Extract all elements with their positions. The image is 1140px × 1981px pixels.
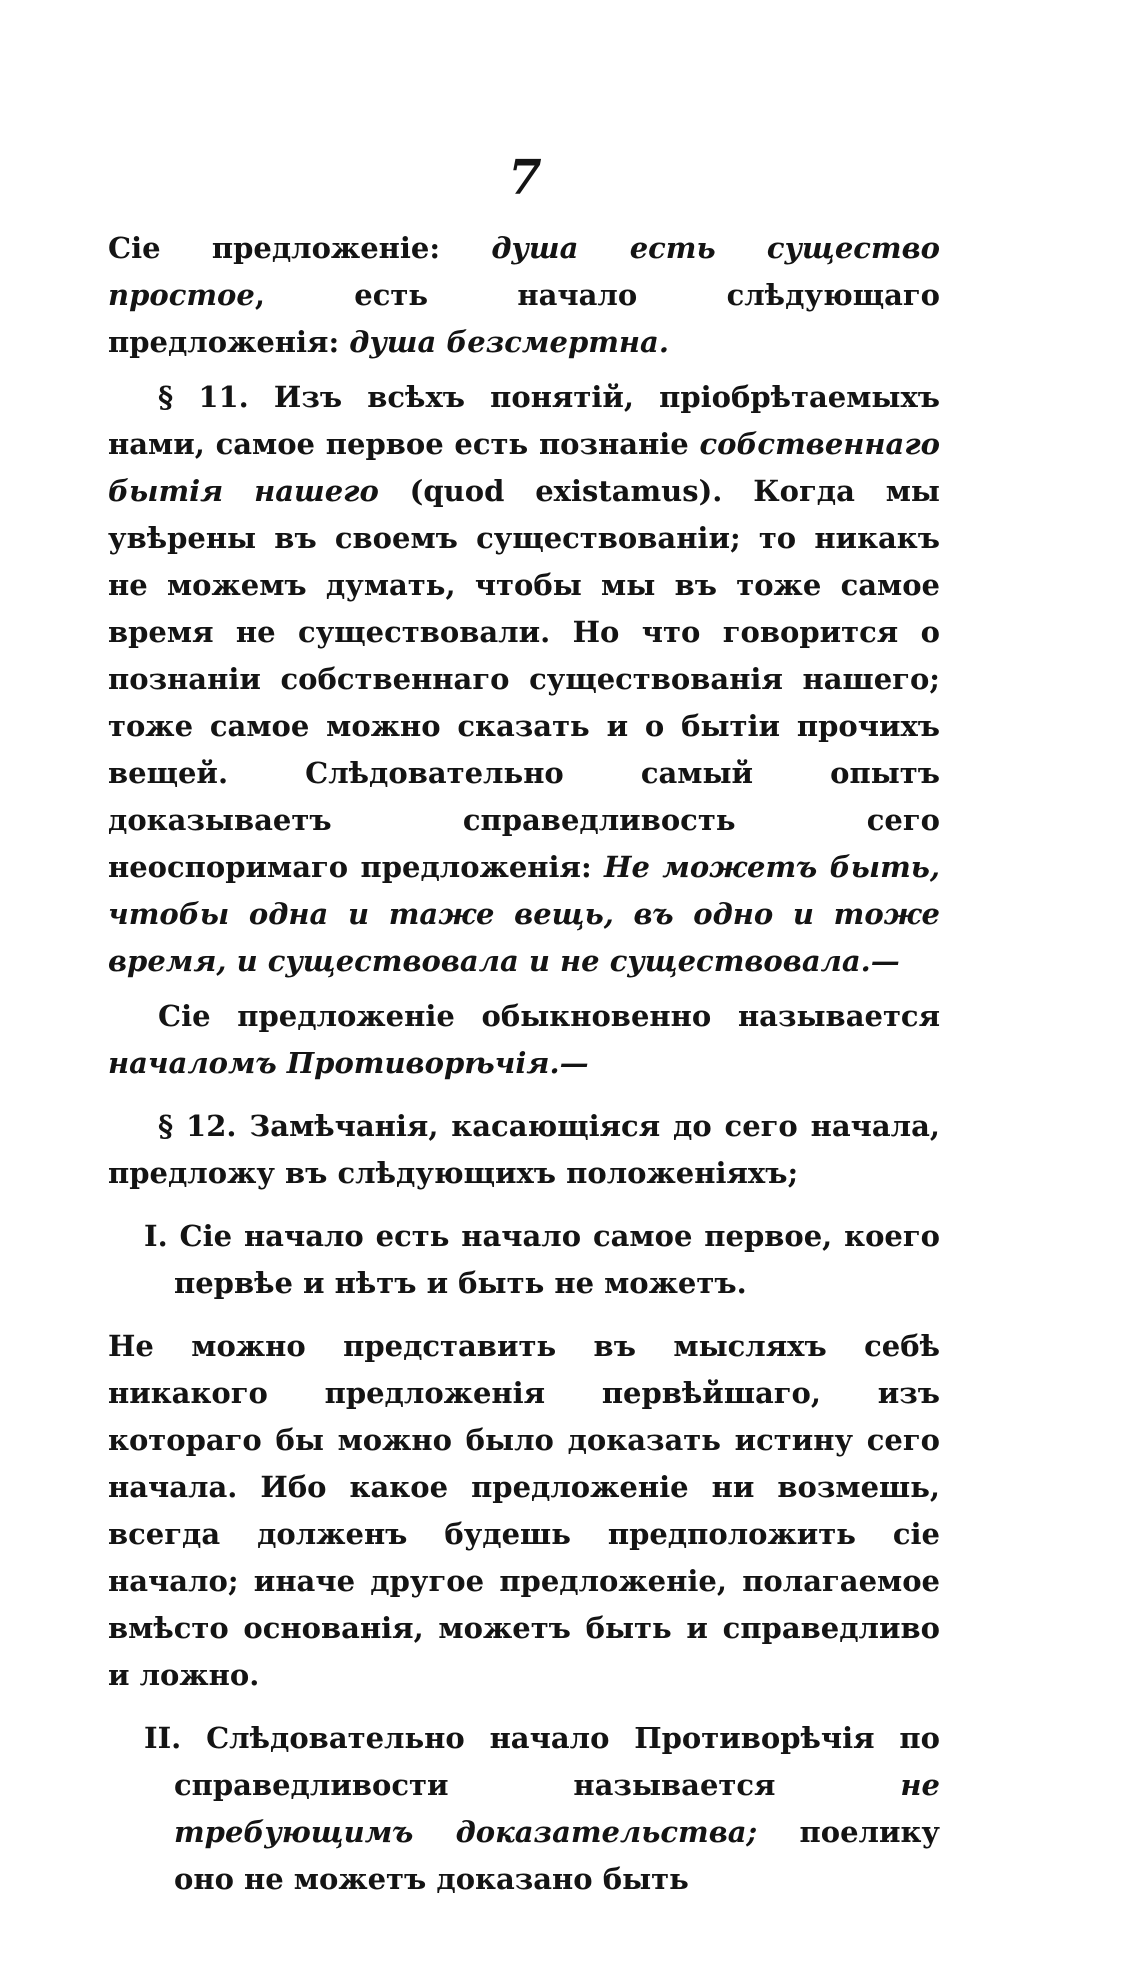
italic-run: началомъ Противорѣчія.— [108, 1046, 589, 1080]
text-run: Сіе предложеніе: [108, 231, 492, 265]
paragraph-point-1 [108, 1213, 940, 1307]
italic-run: Не можетъ быть, чтобы одна и таже вещь, въ одно и тоже время, и существовала и не существовала.— [108, 850, 940, 978]
paragraph-point-2 [108, 1715, 940, 1903]
italic-run: собственнаго бытія нашего [108, 427, 940, 508]
text-run: II. Слѣдовательно начало Противорѣчія по справедливости называется [144, 1721, 940, 1802]
text-run: Сіе предложеніе обыкновенно называется [158, 999, 940, 1033]
text-run: поелику оно не можетъ доказано быть [174, 1815, 940, 1896]
text-run: , есть начало слѣдующаго предложенія: [108, 278, 940, 359]
paragraph-intro [108, 225, 940, 366]
paragraph-section-11 [108, 374, 940, 985]
text-run: (quod existamus). Когда мы увѣрены въ своемъ существованіи; то никакъ не можемъ думать, чтобы мы въ тоже самое время не существовали. Но что говорится о познаніи собственнаго существованія нашего; тоже самое можно сказать и о бытіи прочихъ вещей. Слѣдовательно самый опытъ доказываетъ справедливость сего неоспоримаго предложенія: [108, 474, 940, 884]
italic-run: душа есть существо простое [108, 231, 941, 312]
paragraph-explanation [108, 1323, 940, 1699]
text-run: § 11. Изъ всѣхъ понятій, пріобрѣтаемыхъ нами, самое первое есть познаніе [108, 380, 940, 461]
italic-run: не требующимъ доказательства; [174, 1768, 940, 1849]
body-text [108, 225, 940, 1903]
paragraph-contradiction [108, 993, 940, 1087]
paragraph-section-12 [108, 1103, 940, 1197]
text-run: Не можно представить въ мысляхъ себѣ никакого предложенія первѣйшаго, изъ котораго бы можно было доказать истину сего начала. Ибо какое предложеніе ни возмешь, всегда долженъ будешь предположить сіе начало; иначе другое предложеніе, полагаемое вмѣсто основанія, можетъ быть и справедливо и ложно. [108, 1329, 940, 1692]
text-run: § 12. Замѣчанія, касающіяся до сего начала, предложу въ слѣдующихъ положеніяхъ; [108, 1109, 940, 1190]
text-run: I. Сіе начало есть начало самое первое, коего первѣе и нѣтъ и быть не можетъ. [144, 1219, 940, 1300]
italic-run: душа безсмертна. [349, 325, 669, 359]
page-number: 7 [508, 150, 542, 206]
